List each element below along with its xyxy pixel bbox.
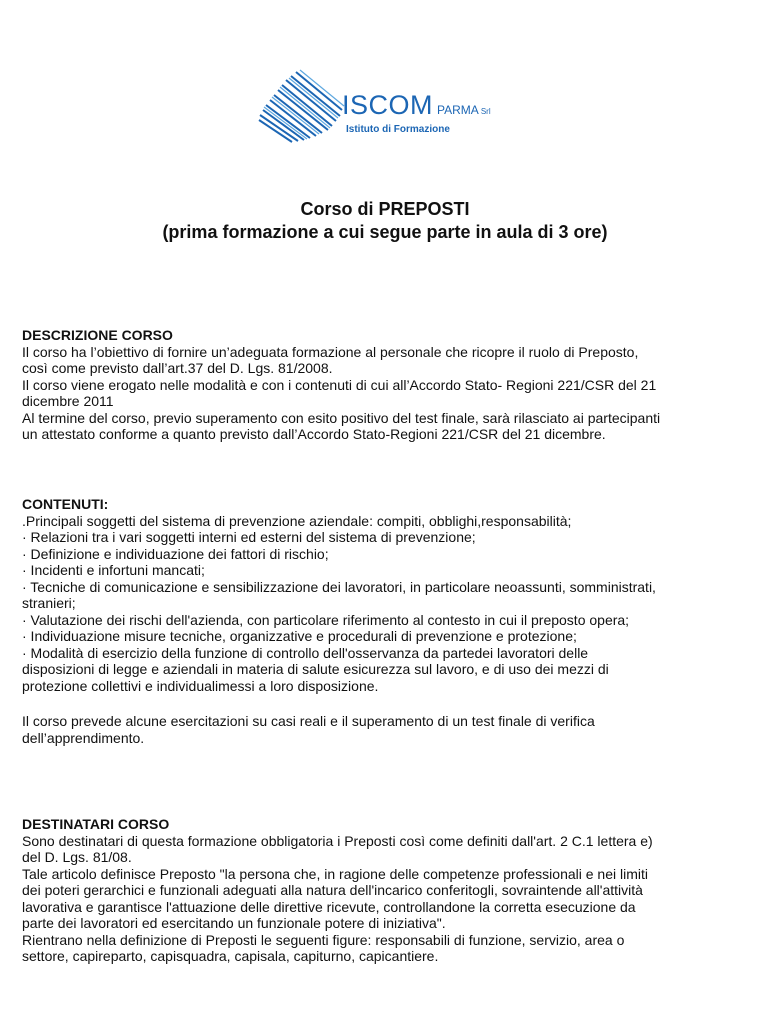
text-line: dei poteri gerarchici e funzionali adeguati alla natura dell'incarico conferitogli, sovraintende all'attività [22, 882, 643, 898]
list-item: protezione collettivi e individualimessi a loro disposizione. [22, 677, 379, 694]
section-contenuti [22, 496, 752, 694]
section-destinatari [22, 816, 752, 965]
list-item: · Valutazione dei rischi dell'azienda, con particolare riferimento al contesto in cui il preposto opera; [22, 611, 630, 628]
text-line: Il corso ha l’obiettivo di fornire un’adeguata formazione al personale che ricopre il ruolo di Preposto, [22, 343, 639, 360]
logo-name: ISCOM [342, 90, 434, 120]
text-line: settore, capireparto, capisquadra, capisala, capiturno, capicantiere. [22, 948, 439, 964]
list-item: · Definizione e individuazione dei fattori di rischio; [22, 545, 329, 562]
section-heading: DESCRIZIONE CORSO [22, 327, 173, 343]
page-title [0, 198, 770, 244]
list-item: · Tecniche di comunicazione e sensibilizzazione dei lavoratori, in particolare neoassunti, somministrati, [22, 578, 656, 595]
text-line: del D. Lgs. 81/08. [22, 849, 132, 865]
list-item: · Relazioni tra i vari soggetti interni ed esterni del sistema di prevenzione; [22, 529, 476, 545]
logo-srl: Srl [480, 107, 491, 116]
logo-wordmark [342, 90, 491, 121]
list-item: disposizioni di legge e aziendali in materia di salute esicurezza sul lavoro, e di uso dei mezzi di [22, 661, 609, 677]
text-line: parte dei lavoratori ed esercitando un funzionale potere di iniziativa". [22, 915, 446, 931]
list-item: stranieri; [22, 595, 76, 611]
text-line: dicembre 2011 [22, 393, 114, 409]
title-line-2: (prima formazione a cui segue parte in aula di 3 ore) [162, 222, 608, 242]
section-nota [22, 713, 752, 746]
text-line: dell’apprendimento. [22, 729, 145, 746]
section-heading: CONTENUTI: [22, 496, 109, 512]
text-line: Sono destinatari di questa formazione obbligatoria i Preposti così come definiti dall'art. 2 C.1 lettera e) [22, 832, 653, 849]
list-item: · Individuazione misure tecniche, organizzative e procedurali di prevenzione e protezione; [22, 628, 577, 644]
list-item: · Incidenti e infortuni mancati; [22, 562, 205, 578]
title-line-1: Corso di PREPOSTI [300, 199, 470, 219]
text-line: Tale articolo definisce Preposto "la persona che, in ragione delle competenze professionali e nei limiti [22, 865, 648, 882]
text-line: Rientrano nella definizione di Preposti le seguenti figure: responsabili di funzione, servizio, area o [22, 931, 625, 948]
section-heading: DESTINATARI CORSO [22, 816, 170, 832]
text-line: Al termine del corso, previo superamento con esito positivo del test finale, sarà rilasciato ai partecipanti [22, 409, 661, 426]
iscom-logo [256, 66, 516, 156]
text-line: lavorativa e garantisce l'attuazione delle direttive ricevute, controllandone la corretta esecuzione da [22, 898, 636, 915]
iscom-wave-icon [256, 66, 346, 156]
text-line: così come previsto dall’art.37 del D. Lgs. 81/2008. [22, 360, 333, 376]
text-line: Il corso viene erogato nelle modalità e con i contenuti di cui all’Accordo Stato- Regioni 221/CSR del 21 [22, 376, 657, 393]
logo-city: PARMA [437, 103, 479, 117]
list-item: · Modalità di esercizio della funzione di controllo dell'osservanza da partedei lavoratori delle [22, 644, 589, 661]
text-line: Il corso prevede alcune esercitazioni su casi reali e il superamento di un test finale di verifica [22, 713, 595, 729]
list-item: .Principali soggetti del sistema di prevenzione aziendale: compiti, obblighi,responsabilità; [22, 512, 572, 529]
section-descrizione [22, 327, 752, 443]
text-line: un attestato conforme a quanto previsto dall’Accordo Stato-Regioni 221/CSR del 21 dicembre. [22, 426, 606, 442]
logo-subtitle: Istituto di Formazione [346, 124, 450, 135]
